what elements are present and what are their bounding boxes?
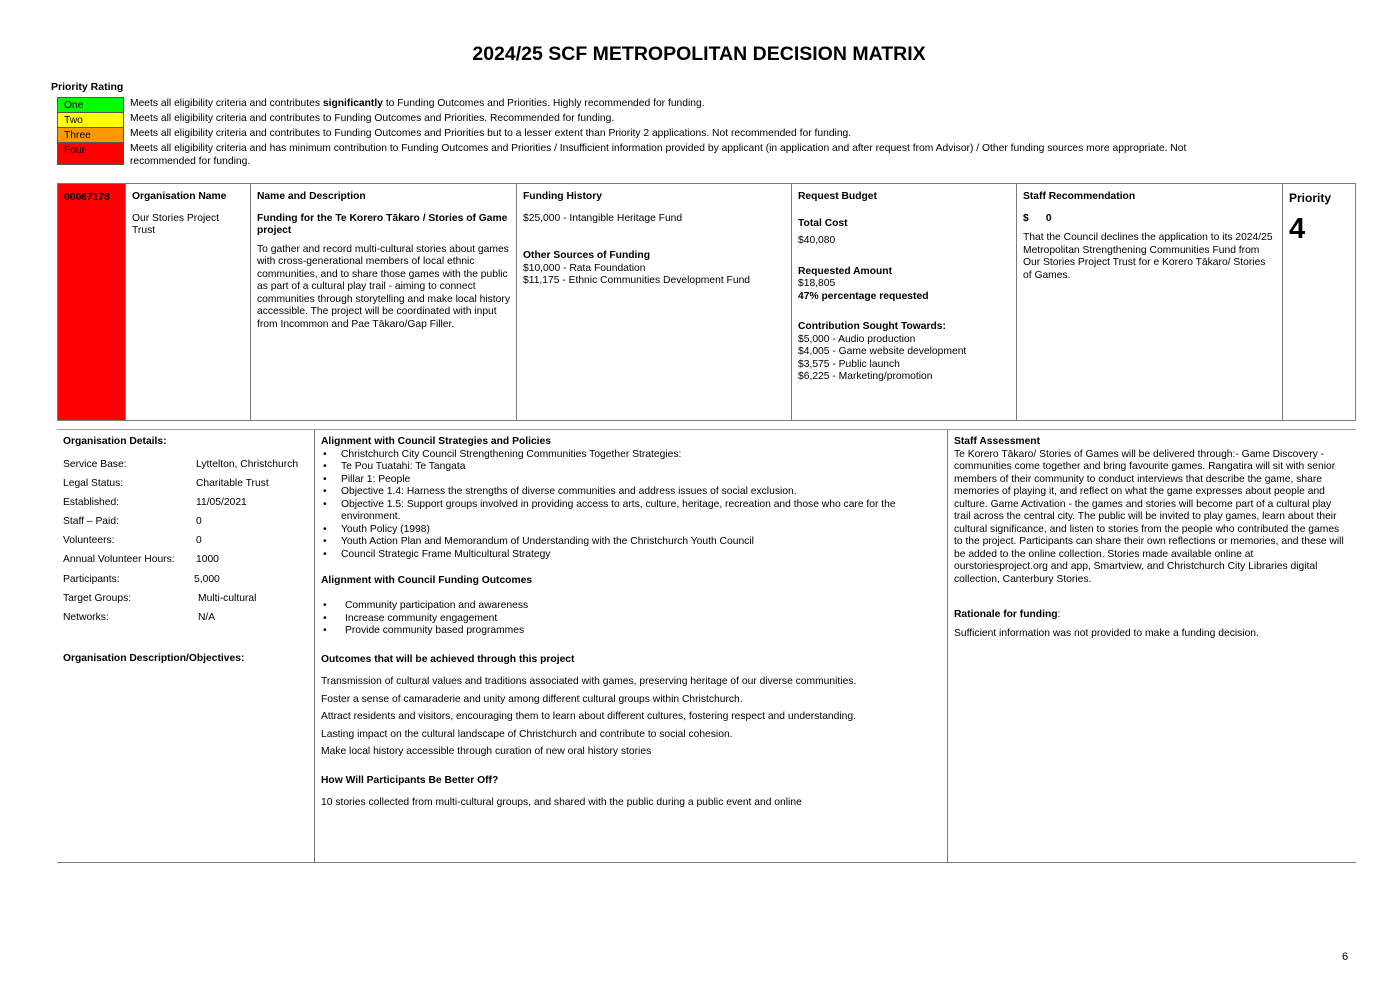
application-id: 00067178 xyxy=(64,192,110,203)
detail-value: 0 xyxy=(196,535,202,547)
strategy-item: • Council Strategic Frame Multicultural Strategy xyxy=(321,549,941,562)
priority-four-swatch: Four xyxy=(57,142,124,165)
staff-recommendation-cell xyxy=(1016,184,1282,420)
detail-row xyxy=(63,612,308,631)
staff-recommendation-heading: Staff Recommendation xyxy=(1023,191,1136,202)
priority-four-text: Meets all eligibility criteria and has minimum contribution to Funding Outcomes and Priorities / Insufficient information provided by applicant (in application and after request from Advisor) / Other funding sources more appropriate. Not recommended for funding. xyxy=(130,143,1187,167)
funding-history-item: $25,000 - Intangible Heritage Fund xyxy=(523,212,683,224)
detail-value: 11/05/2021 xyxy=(196,496,247,508)
funding-history-cell xyxy=(516,184,791,420)
project-outcome-item: Lasting impact on the cultural landscape of Christchurch and contribute to social cohesion. xyxy=(321,728,733,740)
strategy-item: • Objective 1.5: Support groups involved in providing access to arts, culture, heritage, recreation and those who care for the environment. xyxy=(321,499,941,524)
detail-label: Volunteers: xyxy=(63,535,115,547)
staff-assessment-column xyxy=(948,430,1356,862)
detail-row xyxy=(63,554,308,573)
description-cell xyxy=(250,184,516,420)
funding-outcome-item: • Provide community based programmes xyxy=(321,625,941,638)
detail-label: Networks: xyxy=(63,612,109,624)
detail-value: 5,000 xyxy=(194,573,220,585)
detail-value: 0 xyxy=(196,516,202,528)
priority-legend-row xyxy=(57,112,1307,127)
priority-heading: Priority xyxy=(1289,191,1332,205)
priority-three-text: Meets all eligibility criteria and contributes to Funding Outcomes and Priorities but to a lesser extent than Priority 2 applications. Not recommended for funding. xyxy=(130,128,852,139)
detail-value: N/A xyxy=(198,612,216,624)
organisation-details-heading: Organisation Details: xyxy=(63,436,167,447)
detail-value: Multi-cultural xyxy=(198,592,257,604)
requested-amount-value: $18,805 xyxy=(798,278,836,290)
strategy-item: • Christchurch City Council Strengthening Communities Together Strategies: xyxy=(321,449,941,462)
detail-label: Participants: xyxy=(63,573,120,585)
detail-value: Charitable Trust xyxy=(196,477,269,489)
strategy-item: • Objective 1.4: Harness the strengths of diverse communities and address issues of social exclusion. xyxy=(321,486,941,499)
better-off-text: 10 stories collected from multi-cultural groups, and shared with the public during a public event and online xyxy=(321,797,802,809)
funding-outcomes-heading: Alignment with Council Funding Outcomes xyxy=(321,575,533,587)
better-off-heading: How Will Participants Be Better Off? xyxy=(321,774,499,786)
contribution-sought-label: Contribution Sought Towards: xyxy=(798,321,946,333)
requested-amount-label: Requested Amount xyxy=(798,265,893,277)
strategies-heading: Alignment with Council Strategies and Policies xyxy=(321,436,552,447)
priority-legend-row xyxy=(57,97,1307,112)
project-outcome-item: Transmission of cultural values and traditions associated with games, preserving heritage of our diverse communities. xyxy=(321,676,857,688)
contribution-item: $3,575 - Public launch xyxy=(798,358,900,370)
organisation-description-heading: Organisation Description/Objectives: xyxy=(63,653,245,665)
other-source-item: $10,000 - Rata Foundation xyxy=(523,262,646,274)
application-summary-table xyxy=(57,183,1356,421)
organisation-details-column xyxy=(57,430,315,862)
staff-recommendation-text: That the Council declines the application to its 2024/25 Metropolitan Strengthening Communities Fund from Our Stories Project Trust for e Korero Tākaro/ Stories of Games. xyxy=(1023,232,1273,281)
detail-row xyxy=(63,593,308,612)
detail-row xyxy=(63,516,308,535)
contribution-item: $6,225 - Marketing/promotion xyxy=(798,371,933,383)
rationale-colon: : xyxy=(1057,608,1061,620)
priority-two-text: Meets all eligibility criteria and contributes to Funding Outcomes and Priorities. Recommended for funding. xyxy=(130,113,615,124)
priority-rating-heading: Priority Rating xyxy=(51,81,124,93)
funding-outcome-item: • Community participation and awareness xyxy=(321,600,941,613)
rationale-heading-line xyxy=(954,609,1350,622)
project-title: Funding for the Te Korero Tākaro / Stories of Game project xyxy=(257,212,508,237)
detail-value: Lyttelton, Christchurch xyxy=(196,458,299,470)
funding-history-heading: Funding History xyxy=(523,191,602,202)
strategy-item: • Youth Policy (1998) xyxy=(321,524,941,537)
contribution-item: $4,005 - Game website development xyxy=(798,346,967,358)
detail-label: Legal Status: xyxy=(63,477,124,489)
priority-cell xyxy=(1282,184,1355,420)
page-number: 6 xyxy=(1342,951,1349,963)
request-budget-heading: Request Budget xyxy=(798,191,877,202)
priority-legend-row xyxy=(57,142,1307,168)
detail-label: Annual Volunteer Hours: xyxy=(63,554,175,566)
rationale-heading: Rationale for funding xyxy=(954,608,1058,620)
strategy-item: • Youth Action Plan and Memorandum of Understanding with the Christchurch Youth Council xyxy=(321,536,941,549)
total-cost-label: Total Cost xyxy=(798,217,848,229)
description-heading: Name and Description xyxy=(257,191,366,202)
request-budget-cell xyxy=(791,184,1016,420)
detail-section xyxy=(57,429,1356,863)
organisation-name: Our Stories Project Trust xyxy=(132,212,219,237)
staff-assessment-text: Te Korero Tākaro/ Stories of Games will be delivered through:- Game Discovery - communities come together and bring favourite games. Rangatira will sit with senior members of their community to conduct interviews that describe the game, share memories of playing it, and reflect on what the game expresses about people and culture. Game Activation - the games and stories will become part of a cultural play trail across the central city. The public will be invited to play games, learn about their cultural significance, and listen to stories from the people who contributed the games to the project. Participants can share their own reflections or memories, and these will be added to the online collection. Stories made available online at ourstoriesproject.org and app, Smartview, and Christchurch City Libraries digital collection, Canterbury Stories. xyxy=(954,448,1344,586)
detail-row xyxy=(63,497,308,516)
total-cost-value: $40,080 xyxy=(798,235,836,247)
percentage-requested: 47% percentage requested xyxy=(798,290,929,302)
other-sources-heading: Other Sources of Funding xyxy=(523,250,650,262)
strategy-item: • Pillar 1: People xyxy=(321,474,941,487)
organisation-name-cell xyxy=(125,184,250,420)
detail-row xyxy=(63,478,308,497)
priority-two-swatch: Two xyxy=(57,112,124,127)
funding-outcome-item: • Increase community engagement xyxy=(321,613,941,626)
detail-value: 1000 xyxy=(196,554,219,566)
priority-value: 4 xyxy=(1289,212,1306,245)
project-outcome-item: Attract residents and visitors, encouraging them to learn about different cultures, fostering respect and understanding. xyxy=(321,711,856,723)
other-source-item: $11,175 - Ethnic Communities Development Fund xyxy=(523,275,751,287)
page-title: 2024/25 SCF METROPOLITAN DECISION MATRIX xyxy=(472,43,926,65)
priority-legend-row xyxy=(57,127,1307,142)
organisation-name-heading: Organisation Name xyxy=(132,191,227,202)
priority-one-text: Meets all eligibility criteria and contributes significantly to Funding Outcomes and Priorities. Highly recommended for funding. xyxy=(130,98,705,109)
detail-row xyxy=(63,574,308,593)
detail-row xyxy=(63,535,308,554)
strategy-item: • Te Pou Tuatahi: Te Tangata xyxy=(321,461,941,474)
priority-one-swatch: One xyxy=(57,97,124,112)
detail-label: Target Groups: xyxy=(63,592,132,604)
application-id-cell xyxy=(58,184,125,420)
detail-label: Established: xyxy=(63,496,120,508)
priority-three-swatch: Three xyxy=(57,127,124,142)
priority-legend xyxy=(57,97,1307,168)
alignment-column xyxy=(315,430,948,862)
contribution-item: $5,000 - Audio production xyxy=(798,333,916,345)
detail-label: Staff – Paid: xyxy=(63,516,119,528)
detail-row xyxy=(63,459,308,478)
rationale-text: Sufficient information was not provided to make a funding decision. xyxy=(954,628,1259,640)
staff-assessment-heading: Staff Assessment xyxy=(954,436,1041,447)
project-outcome-item: Foster a sense of camaraderie and unity among different cultural groups within Christchurch. xyxy=(321,693,743,705)
project-outcomes-heading: Outcomes that will be achieved through this project xyxy=(321,653,575,665)
project-outcome-item: Make local history accessible through curation of new oral history stories xyxy=(321,746,652,758)
project-description: To gather and record multi-cultural stories about games with cross-generational members of local ethnic communities, and to share those games with the public as part of a cultural play trail - aiming to connect communities through storytelling and make local history accessible. The project will be coordinated with input from Incommon and Pae Tākaro/Gap Filler. xyxy=(257,243,510,330)
staff-recommended-amount: $ 0 xyxy=(1023,212,1052,224)
detail-label: Service Base: xyxy=(63,458,127,470)
